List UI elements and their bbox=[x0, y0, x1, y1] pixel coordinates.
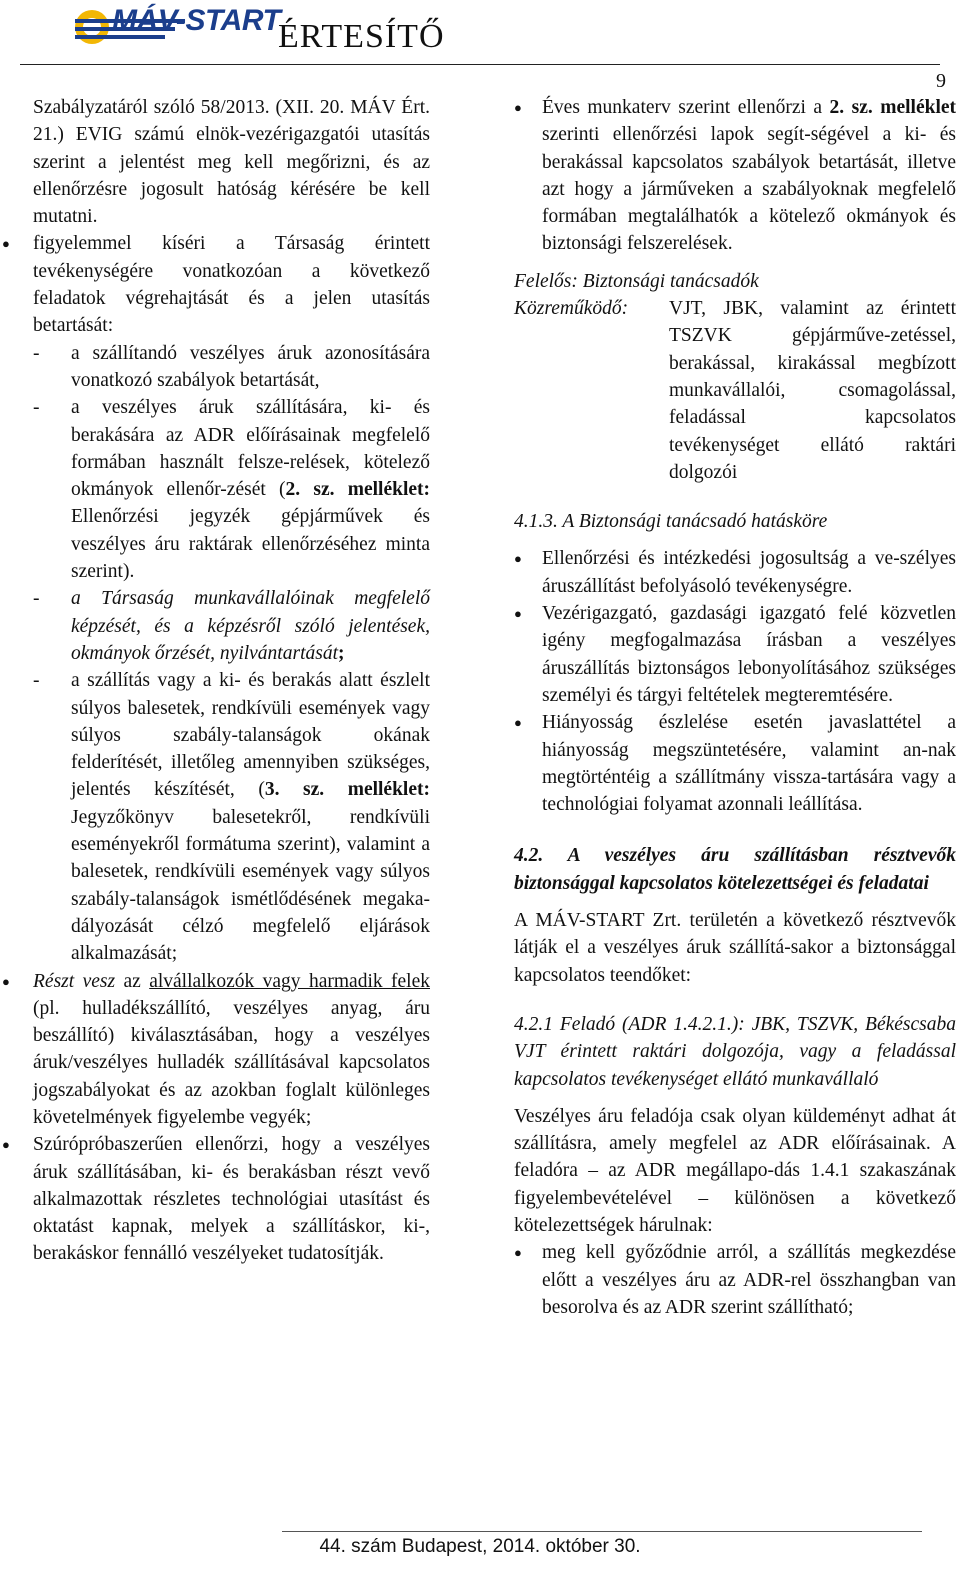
bullet-underlined: alvállalkozók vagy harmadik felek bbox=[149, 970, 430, 992]
responsible-text: Felelős: Biztonsági tanácsadók bbox=[514, 270, 759, 292]
section-heading-421 bbox=[514, 1011, 956, 1093]
page-number: 9 bbox=[936, 70, 946, 92]
bullet-text: Éves munkaterv szerint ellenőrzi a bbox=[542, 97, 830, 118]
section-heading-413 bbox=[514, 508, 956, 535]
bullet-text: Vezérigazgató, gazdasági igazgató felé közvetlen igény megfogalmazása írásban a veszélyes áruszállítás biztonságos lebonyolításához szükséges személyi és tárgyi feltételek megteremtésére. bbox=[542, 603, 956, 706]
bullet-text: Szúrópróbaszerűen ellenőrzi, hogy a veszélyes áruk szállításában, ki- és berakásban részt vevő alkalmazottak részletes technológiai utasítást és oktatást kapnak, melyek a szállításkor, ki-, berakáskor fennálló veszélyeket tudatosítják. bbox=[33, 1134, 430, 1265]
cooperator-label: Közreműködő: bbox=[514, 298, 629, 320]
section-heading-42 bbox=[514, 842, 956, 897]
section-heading-text: 4.2.1 Feladó (ADR 1.4.2.1.): JBK, TSZVK, Békéscsaba VJT érintett raktári dolgozója, vagy a feladással kapcsolatos tevékenységet ellátó munkavállaló bbox=[514, 1013, 956, 1090]
bullet-text: Hiányosság észlelése esetén javaslattétel a hiányosság megszüntetésére, valamint an-nak megtörténtéig a szállítmány vissza-tartására vagy a technológiai folyamat azonnali leállítása. bbox=[542, 712, 956, 816]
dash-text: a szállítandó veszélyes áruk azonosítására vonatkozó szabályok betartását, bbox=[71, 342, 430, 391]
cooperator-block bbox=[514, 295, 956, 486]
paragraph-42: A MÁV-START Zrt. területén a következő résztvevők látják el a veszélyes áruk szállítá-sakor a biztonsággal kapcsolatos teendőket: bbox=[514, 910, 956, 986]
paragraph-intro: Szabályzatáról szóló 58/2013. (XII. 20. MÁV Ért. 21.) EVIG számú elnök-vezérigazgatói utasítás szerint a jelentést meg kell megőrizni, és az ellenőrzésre jogosult hatóság kérésére be kell mutatni. bbox=[33, 97, 430, 228]
annex-ref: 3. sz. melléklet: bbox=[264, 779, 430, 801]
bullet-text-cont: szerinti ellenőrzési lapok segít-ségével a ki- és berakással kapcsolatos szabályok betartását, illetve azt hogy a járműveken a szabályoknak megfelelő formában megtalálhatók a kötelező okmányok és biztonsági felszerelések. bbox=[542, 124, 956, 255]
dash-item-training: - a Társaság munkavállalóinak megfelelő képzését, és a képzésről szóló jelentések, okmányok őrzését, nyilvántartását; bbox=[33, 588, 430, 664]
bullet-text: Ellenőrzési és intézkedési jogosultság a ve-szélyes áruszállítást befolyásoló tevékenységre. bbox=[542, 548, 956, 597]
bullet-item-spot-check bbox=[0, 1131, 430, 1267]
page-header bbox=[0, 0, 960, 92]
dash-text-cont: Jegyzőkönyv balesetekről, rendkívüli eseményekről formátuma szerint), valamint a balesetek, rendkívüli események vagy súlyos szabály-talanságok ismétlődésének megaka-dályozását célzó megfelelő eljárások alkalmazását; bbox=[71, 806, 430, 965]
section-heading-text: 4.1.3. A Biztonsági tanácsadó hatásköre bbox=[514, 511, 828, 533]
dash-item-identification: - a szállítandó veszélyes áruk azonosítására vonatkozó szabályok betartását, bbox=[33, 342, 430, 391]
page-footer: 44. szám Budapest, 2014. október 30. bbox=[319, 1536, 641, 1557]
dash-text: a veszélyes áruk szállítására, ki- és berakására az ADR előírásainak megfelelő formában használt felsze-relések, kötelező okmányok ellenőr-zését ( bbox=[71, 397, 430, 501]
responsible-line bbox=[514, 268, 956, 295]
right-column bbox=[514, 94, 956, 1321]
dash-text: a Társaság munkavállalóinak megfelelő képzését, és a képzésről szóló jelentések, okmányok őrzését, nyilvántartását bbox=[71, 588, 430, 664]
publication-title: ÉRTESÍTŐ bbox=[278, 18, 445, 55]
bullet-item-authority bbox=[514, 545, 956, 600]
header-rule bbox=[20, 64, 940, 65]
bullet-item-annual-plan bbox=[514, 94, 956, 258]
dash-punct: ; bbox=[338, 642, 345, 664]
bullet-item-deficiency bbox=[514, 709, 956, 818]
dash-item-accidents: - a szállítás vagy a ki- és berakás alatt észlelt súlyos balesetek, rendkívüli események vagy súlyos szabály-talanságok okának felderítését, illetőleg amennyiben szükséges, jelentés készítését, (3. sz. melléklet: Jegyzőkönyv balesetekről, rendkívüli eseményekről formátuma szerint), valamint a balesetek, rendkívüli események vagy súlyos szabály-talanságok ismétlődésének megaka-dályozását célzó megfelelő eljárások alkalmazását; bbox=[33, 670, 430, 965]
cooperator-text: VJT, JBK, valamint az érintett TSZVK gépjárműve-zetéssel, berakással, kirakással megbízott munkavállalói, csomagolással, feladással kapcsolatos tevékenységet ellátó raktári dolgozói bbox=[669, 298, 956, 483]
footer-rule bbox=[282, 1531, 922, 1532]
left-column bbox=[33, 94, 430, 1268]
dash-text-cont: Ellenőrzési jegyzék gépjárművek és veszélyes áru raktárak ellenőrzéséhez minta szerint). bbox=[71, 506, 430, 583]
annex-ref: 2. sz. melléklet: bbox=[285, 479, 430, 501]
bullet-text: figyelemmel kíséri a Társaság érintett tevékenységére vonatkozóan a következő feladatok végrehajtását és a jelen utasítás betartását: bbox=[33, 233, 430, 337]
dash-item-equipment: - a veszélyes áruk szállítására, ki- és berakására az ADR előírásainak megfelelő formában használt felsze-relések, kötelező okmányok ellenőr-zését (2. sz. melléklet: Ellenőrzési jegyzék gépjárművek és veszélyes áru raktárak ellenőrzéséhez minta szerint). bbox=[33, 397, 430, 583]
paragraph-421: Veszélyes áru feladója csak olyan küldeményt adhat át szállításra, amely megfelel az ADR előírásainak. A feladóra – az ADR megállapo-dás 1.4.1 szakaszának figyelembevételével – különösen a következő kötelezettségek hárulnak: bbox=[514, 1105, 956, 1236]
bullet-connector: az bbox=[115, 970, 150, 992]
bullet-text: meg kell győződnie arról, a szállítás megkezdése előtt a veszélyes áru az ADR-rel összhangban van besorolva és az ADR szerint szállítható; bbox=[542, 1242, 956, 1318]
section-heading-text: 4.2. A veszélyes áru szállításban résztvevők biztonsággal kapcsolatos kötelezettségei és feladatai bbox=[514, 845, 956, 894]
logo-text: MÁV-START bbox=[112, 4, 281, 37]
bullet-item-classification bbox=[514, 1239, 956, 1321]
bullet-text: (pl. hulladékszállító, veszélyes anyag, áru beszállító) kiválasztásában, hogy a veszélyes áruk/veszélyes hulladék szállításával kapcsolatos jogszabályokat és az azokban foglalt különleges követelmények figyelembe vegyék; bbox=[33, 997, 430, 1128]
bullet-item-monitoring bbox=[0, 230, 430, 339]
bullet-item-director bbox=[514, 600, 956, 709]
dash-text: a szállítás vagy a ki- és berakás alatt észlelt súlyos balesetek, rendkívüli események vagy súlyos szabály-talanságok okának felderítését, illetőleg amennyiben szükséges, jelentés készítését, ( bbox=[71, 670, 430, 801]
bullet-lead: Részt vesz bbox=[33, 970, 116, 992]
bullet-item-subcontractors bbox=[0, 968, 430, 1132]
annex-ref: 2. sz. melléklet bbox=[829, 97, 957, 118]
